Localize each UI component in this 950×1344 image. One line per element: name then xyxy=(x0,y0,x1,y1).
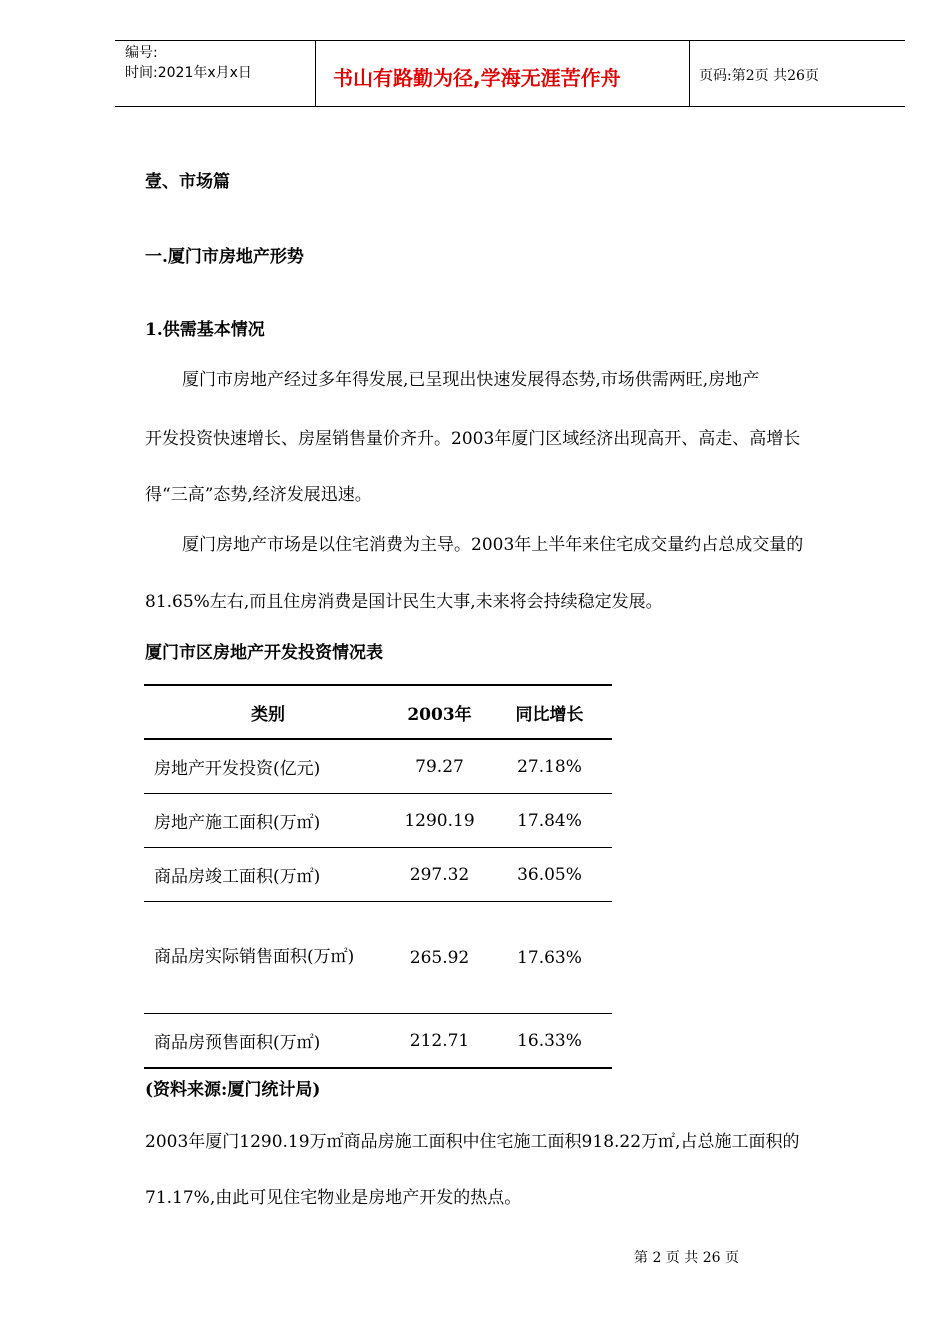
header-divider-right xyxy=(689,40,690,107)
table-row xyxy=(144,848,612,902)
table-header-row xyxy=(144,685,612,739)
section-title: 壹、市场篇 xyxy=(145,172,230,192)
header-id-label: 编号: xyxy=(125,45,158,61)
closing-line-2: 71.17%,由此可见住宅物业是房地产开发的热点。 xyxy=(145,1188,522,1208)
table-header-year: 2003年 xyxy=(392,685,487,739)
table-cell-category: 商品房竣工面积(万㎡) xyxy=(144,848,392,902)
table-cell-category: 房地产施工面积(万㎡) xyxy=(144,794,392,848)
table-row xyxy=(144,1014,612,1069)
table-row xyxy=(144,794,612,848)
table-cell-category: 商品房实际销售面积(万㎡) xyxy=(144,902,392,1014)
table-title: 厦门市区房地产开发投资情况表 xyxy=(145,643,383,663)
header-page-label: 页码:第2页 共26页 xyxy=(699,68,819,84)
table-cell-growth: 17.63% xyxy=(487,902,612,1014)
page-header xyxy=(115,40,905,107)
table-cell-value: 79.27 xyxy=(392,739,487,794)
header-top-rule xyxy=(115,40,905,41)
table-cell-growth: 16.33% xyxy=(487,1014,612,1069)
paragraph-1-line-3: 得“三高”态势,经济发展迅速。 xyxy=(145,485,372,505)
table-source: (资料来源:厦门统计局) xyxy=(145,1080,321,1100)
table-row xyxy=(144,902,612,1014)
closing-line-1: 2003年厦门1290.19万㎡商品房施工面积中住宅施工面积918.22万㎡,占总施工面积的 xyxy=(145,1132,800,1152)
header-time-label: 时间:2021年x月x日 xyxy=(125,65,252,81)
table-header-growth: 同比增长 xyxy=(487,685,612,739)
chapter-title: 一.厦门市房地产形势 xyxy=(145,247,304,267)
paragraph-1-line-1: 厦门市房地产经过多年得发展,已呈现出快速发展得态势,市场供需两旺,房地产 xyxy=(182,370,760,390)
table-cell-value: 1290.19 xyxy=(392,794,487,848)
table-cell-value: 265.92 xyxy=(392,902,487,1014)
paragraph-2-line-2: 81.65%左右,而且住房消费是国计民生大事,未来将会持续稳定发展。 xyxy=(145,592,663,612)
table-cell-category: 房地产开发投资(亿元) xyxy=(144,739,392,794)
table-row xyxy=(144,739,612,794)
table-cell-growth: 36.05% xyxy=(487,848,612,902)
table-cell-growth: 27.18% xyxy=(487,739,612,794)
table-cell-value: 297.32 xyxy=(392,848,487,902)
page-footer: 第 2 页 共 26 页 xyxy=(634,1250,739,1266)
header-divider-left xyxy=(315,40,316,107)
table-header-category: 类别 xyxy=(144,685,392,739)
table-cell-value: 212.71 xyxy=(392,1014,487,1069)
investment-table xyxy=(144,684,612,1069)
paragraph-2-line-1: 厦门房地产市场是以住宅消费为主导。2003年上半年来住宅成交量约占总成交量的 xyxy=(182,535,804,555)
header-bottom-rule xyxy=(115,106,905,107)
header-motto: 书山有路勤为径,学海无涯苦作舟 xyxy=(333,66,621,90)
subsection-title: 1.供需基本情况 xyxy=(145,320,265,340)
table-cell-growth: 17.84% xyxy=(487,794,612,848)
table-cell-category: 商品房预售面积(万㎡) xyxy=(144,1014,392,1069)
paragraph-1-line-2: 开发投资快速增长、房屋销售量价齐升。2003年厦门区域经济出现高开、高走、高增长 xyxy=(145,429,801,449)
